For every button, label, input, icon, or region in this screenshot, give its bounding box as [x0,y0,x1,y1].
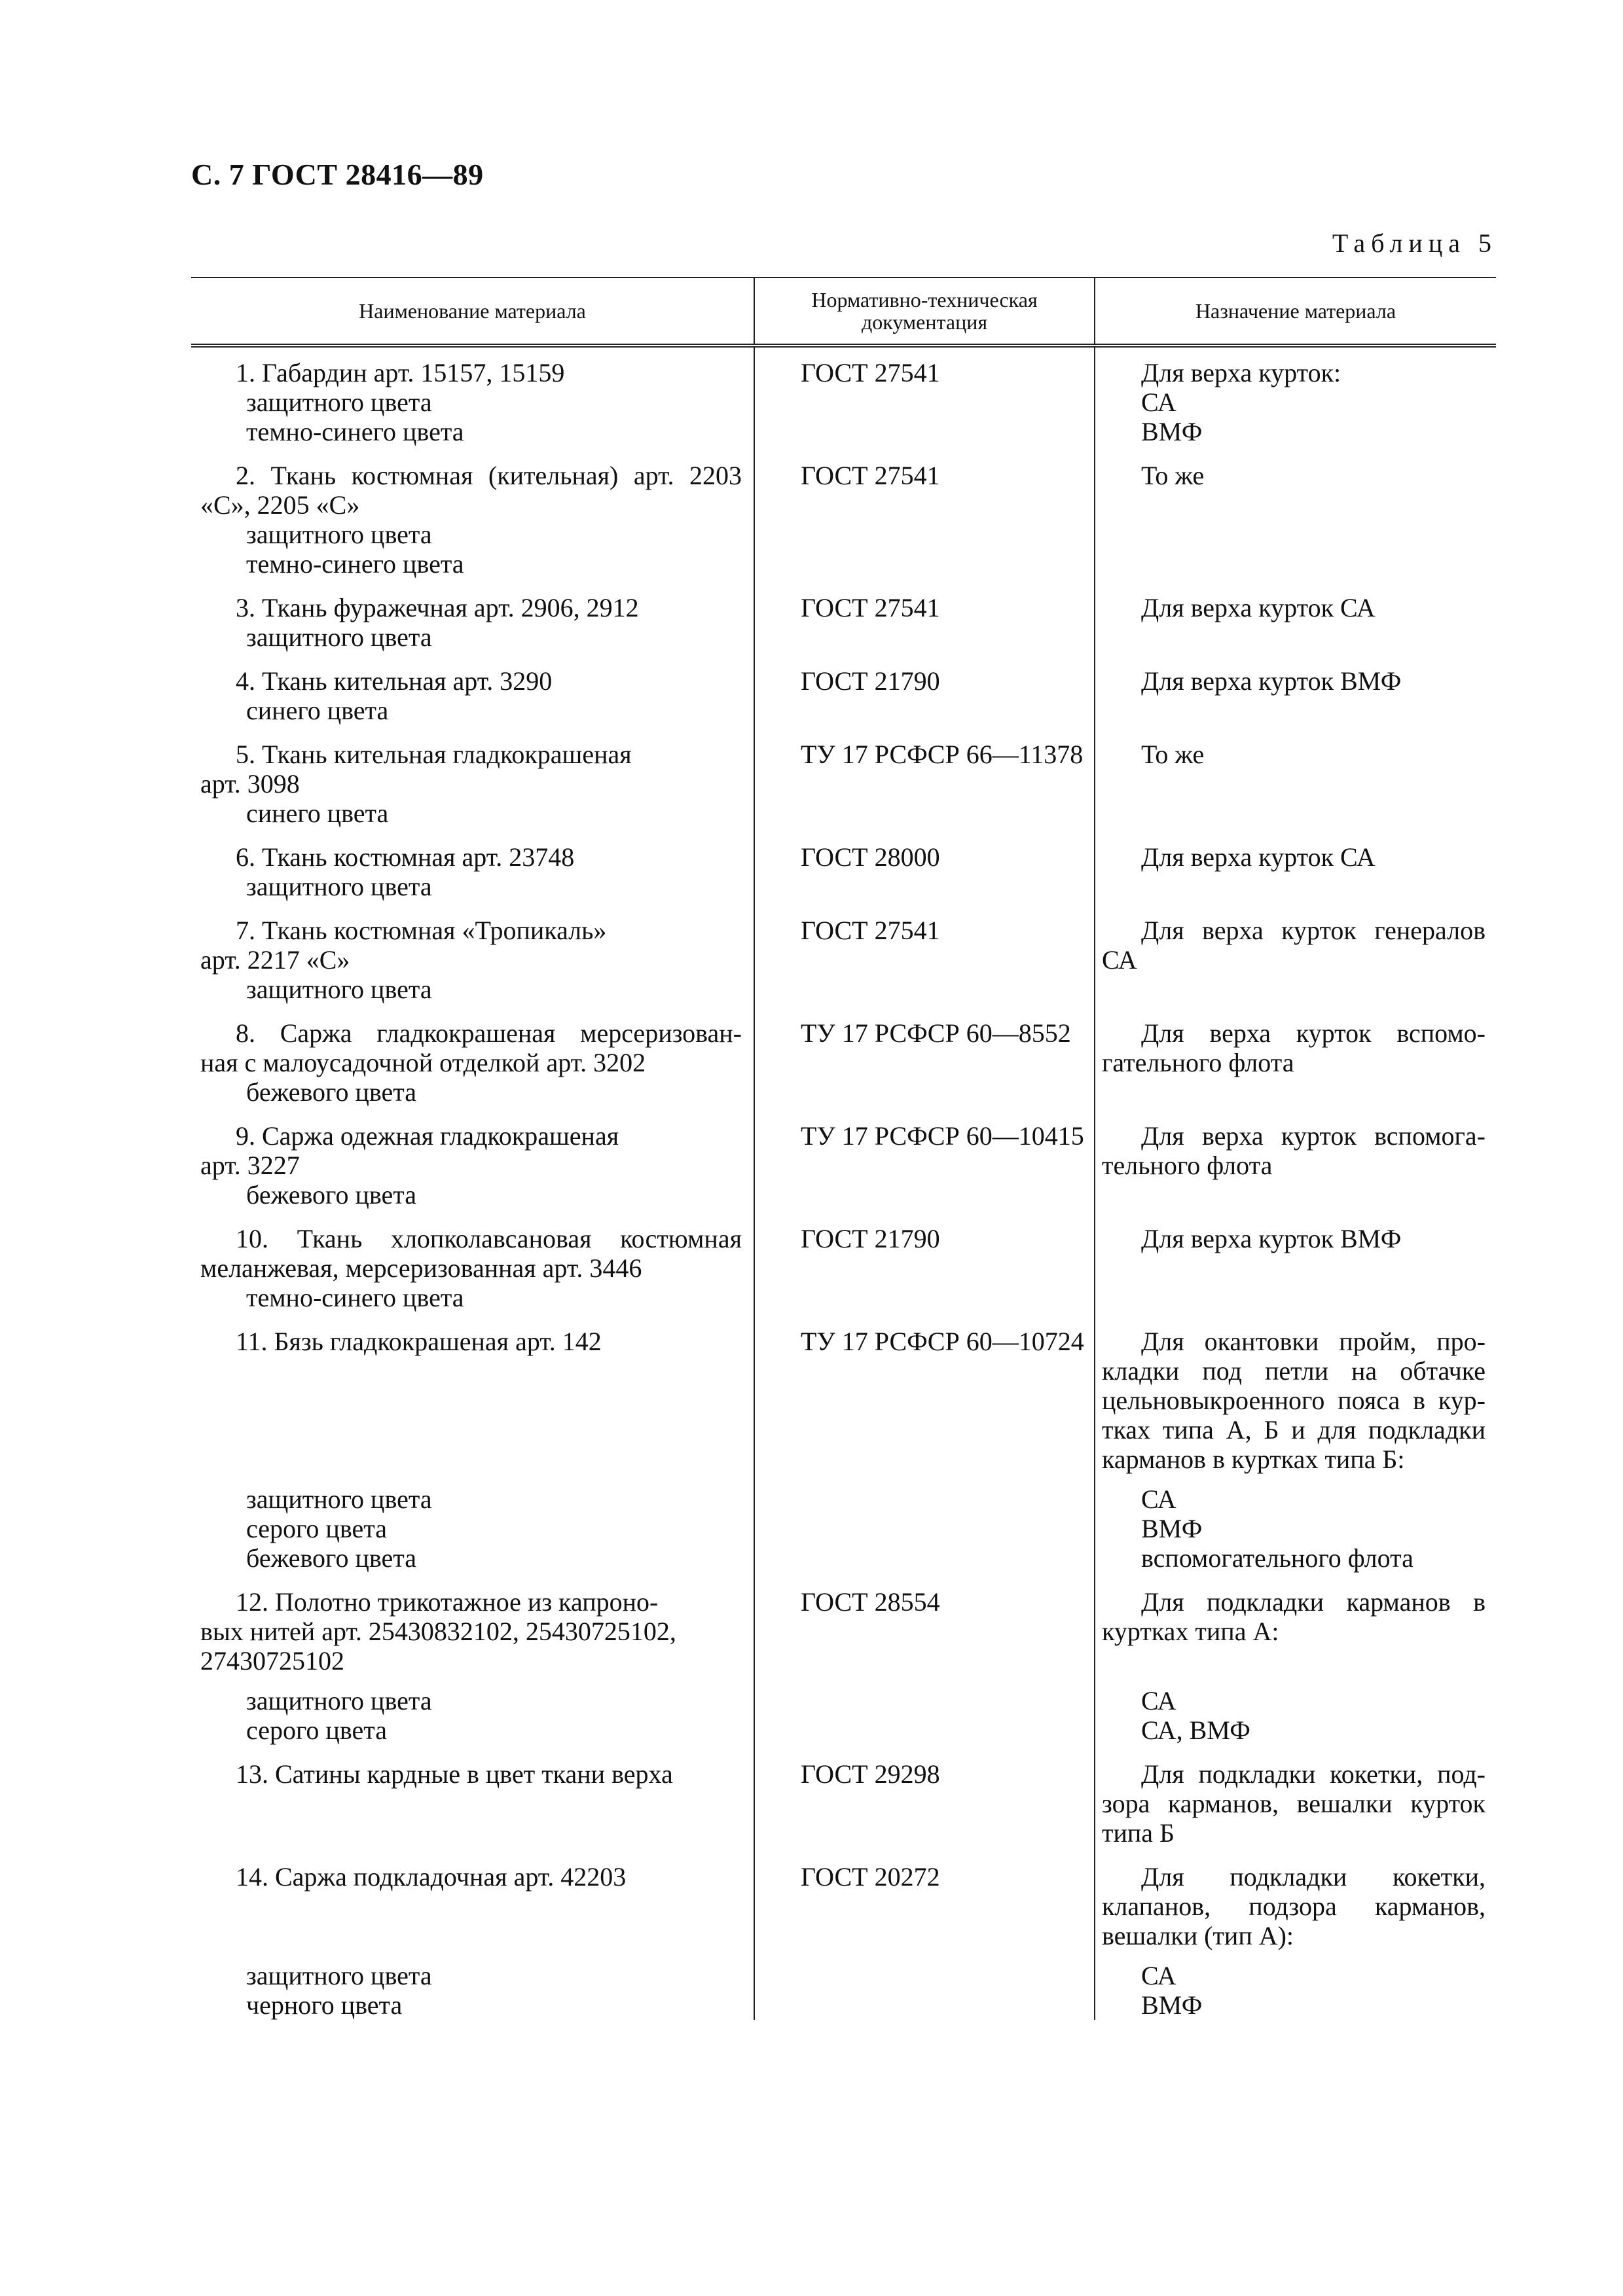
purpose-line: тках типа А, Б и для подкладки [1102,1415,1486,1444]
purpose-line: Для подкладки кокетки, [1141,1862,1486,1892]
doc-cell: ГОСТ 21790 [754,652,1095,725]
table-caption: Таблица 5 [1332,228,1497,258]
purpose-line: То же [1141,740,1205,769]
material-line: защитного цвета [246,1961,432,1990]
purpose-line: вспомогательного флота [1141,1543,1413,1573]
material-line: защитного цвета [246,1484,432,1514]
purpose-line: СА [1141,1686,1176,1715]
doc-cell: ГОСТ 20272 [754,1848,1095,1950]
material-line: 7. Ткань костюмная «Тропикаль» [236,916,607,945]
table-row [191,1573,1496,1676]
material-line: арт. 3098 [200,769,300,798]
purpose-line: Для верха курток СА [1141,593,1376,622]
doc-cell: ТУ 17 РСФСР 60—8552 [754,1004,1095,1107]
material-line: защитного цвета [246,872,432,901]
table-row [191,901,1496,1004]
material-line: серого цвета [246,1514,387,1543]
purpose-line: вешалки (тип А): [1102,1921,1294,1950]
purpose-line: СА [1141,1484,1176,1514]
material-line: 9. Саржа одежная гладкокрашеная [236,1121,619,1151]
material-line: 4. Ткань кительная арт. 3290 [236,666,553,696]
material-line: темно-синего цвета [246,417,464,446]
material-line: 11. Бязь гладкокрашеная арт. 142 [236,1327,602,1356]
material-line: защитного цвета [246,387,432,417]
purpose-line: клапанов, подзора карманов, [1102,1892,1486,1921]
purpose-cell [1095,1950,1496,2020]
material-line: «С», 2205 «С» [200,490,360,520]
purpose-cell [1095,652,1496,725]
purpose-line: Для верха курток генералов [1141,916,1486,945]
column-header-material: Наименование материала [191,278,754,346]
purpose-line: Для подкладки кокетки, под- [1141,1759,1486,1789]
doc-cell [754,1474,1095,1573]
purpose-line: карманов в куртках типа Б: [1102,1444,1405,1474]
table-row [191,446,1496,579]
material-line: синего цвета [246,798,389,828]
purpose-line: куртках типа А: [1102,1617,1279,1646]
material-line: темно-синего цвета [246,1283,464,1312]
material-cell [191,1107,754,1210]
page-header: С. 7 ГОСТ 28416—89 [191,158,484,191]
purpose-line: гательного флота [1102,1048,1294,1077]
table-subrow [191,1474,1496,1573]
material-line: 2. Ткань костюмная (кительная) арт. 2203 [236,461,742,490]
material-cell [191,1004,754,1107]
purpose-cell [1095,1676,1496,1745]
material-cell [191,1210,754,1312]
material-cell [191,828,754,901]
doc-cell: ТУ 17 РСФСР 66—11378 [754,725,1095,828]
material-line: 6. Ткань костюмная арт. 23748 [236,842,575,872]
material-line: темно-синего цвета [246,549,464,579]
table-subrow [191,1950,1496,2020]
doc-cell: ТУ 17 РСФСР 60—10415 [754,1107,1095,1210]
material-cell [191,579,754,652]
purpose-cell [1095,725,1496,828]
material-line: 3. Ткань фуражечная арт. 2906, 2912 [236,593,639,622]
materials-table [191,277,1496,2020]
purpose-cell [1095,446,1496,579]
material-cell [191,1573,754,1676]
purpose-line: Для верха курток СА [1141,842,1376,872]
purpose-line: кладки под петли на обтачке [1102,1356,1486,1386]
column-header-purpose: Назначение материала [1095,278,1496,346]
purpose-line: типа Б [1102,1818,1175,1848]
doc-cell: ТУ 17 РСФСР 60—10724 [754,1312,1095,1474]
table-row [191,1107,1496,1210]
purpose-line: тельного флота [1102,1151,1273,1180]
purpose-cell [1095,1004,1496,1107]
table-row [191,1004,1496,1107]
material-line: защитного цвета [246,1686,432,1715]
material-cell [191,1676,754,1745]
material-cell [191,1474,754,1573]
purpose-line: Для верха курток вспомо- [1141,1018,1486,1048]
material-cell [191,1848,754,1950]
purpose-cell [1095,901,1496,1004]
table-row [191,1745,1496,1848]
material-cell [191,346,754,446]
purpose-cell [1095,1312,1496,1474]
doc-cell: ГОСТ 27541 [754,579,1095,652]
doc-cell [754,1676,1095,1745]
material-line: 12. Полотно трикотажное из капроно- [236,1587,659,1617]
purpose-line: Для окантовки пройм, про- [1141,1327,1486,1356]
purpose-cell [1095,1210,1496,1312]
table-header-row [191,278,1496,346]
purpose-cell [1095,1848,1496,1950]
material-cell [191,652,754,725]
material-cell [191,1312,754,1474]
purpose-line: СА, ВМФ [1141,1715,1250,1745]
table-row [191,725,1496,828]
material-line: бежевого цвета [246,1543,416,1573]
column-header-documentation: Нормативно-техническая документация [754,278,1095,346]
doc-cell: ГОСТ 27541 [754,346,1095,446]
doc-cell: ГОСТ 21790 [754,1210,1095,1312]
purpose-line: СА [1102,945,1137,975]
purpose-line: ВМФ [1141,1990,1203,2020]
table-row [191,652,1496,725]
table-subrow [191,1676,1496,1745]
material-line: арт. 3227 [200,1151,300,1180]
purpose-line: ВМФ [1141,1514,1203,1543]
material-line: 27430725102 [200,1646,344,1676]
material-line: 5. Ткань кительная гладкокрашеная [236,740,632,769]
table-row [191,828,1496,901]
table-row [191,1848,1496,1950]
table-row [191,1312,1496,1474]
material-line: бежевого цвета [246,1077,416,1107]
material-line: защитного цвета [246,622,432,652]
purpose-line: цельновыкроенного пояса в кур- [1102,1386,1486,1415]
doc-cell: ГОСТ 29298 [754,1745,1095,1848]
doc-cell [754,1950,1095,2020]
material-line: синего цвета [246,696,389,725]
purpose-line: ВМФ [1141,417,1203,446]
purpose-line: Для верха курток: [1141,358,1341,387]
purpose-line: зора карманов, вешалки курток [1102,1789,1486,1818]
material-line: бежевого цвета [246,1180,416,1210]
purpose-line: Для подкладки карманов в [1141,1587,1486,1617]
purpose-cell [1095,1745,1496,1848]
material-line: 8. Саржа гладкокрашеная мерсеризован- [236,1018,742,1048]
material-cell [191,725,754,828]
material-line: вых нитей арт. 25430832102, 25430725102, [200,1617,676,1646]
purpose-cell [1095,1573,1496,1676]
material-cell [191,446,754,579]
table-row [191,579,1496,652]
material-line: меланжевая, мерсеризованная арт. 3446 [200,1253,642,1283]
material-line: ная с малоусадочной отделкой арт. 3202 [200,1048,646,1077]
purpose-line: Для верха курток ВМФ [1141,1224,1402,1253]
purpose-cell [1095,579,1496,652]
purpose-cell [1095,828,1496,901]
purpose-line: То же [1141,461,1205,490]
material-line: 1. Габардин арт. 15157, 15159 [236,358,565,387]
material-cell [191,1950,754,2020]
purpose-line: СА [1141,1961,1176,1990]
material-line: 10. Ткань хлопколавсановая костюмная [236,1224,742,1253]
purpose-cell [1095,346,1496,446]
material-line: серого цвета [246,1715,387,1745]
purpose-line: СА [1141,387,1176,417]
material-cell [191,901,754,1004]
material-line: защитного цвета [246,975,432,1004]
material-line: арт. 2217 «С» [200,945,350,975]
material-line: черного цвета [246,1990,403,2020]
doc-cell: ГОСТ 28000 [754,828,1095,901]
table-row [191,346,1496,446]
material-line: 13. Сатины кардные в цвет ткани верха [236,1759,673,1789]
doc-cell: ГОСТ 28554 [754,1573,1095,1676]
doc-cell: ГОСТ 27541 [754,901,1095,1004]
purpose-line: Для верха курток ВМФ [1141,666,1402,696]
material-line: 14. Саржа подкладочная арт. 42203 [236,1862,627,1892]
doc-cell: ГОСТ 27541 [754,446,1095,579]
purpose-cell [1095,1474,1496,1573]
purpose-cell [1095,1107,1496,1210]
purpose-line: Для верха курток вспомога- [1141,1121,1486,1151]
material-line: защитного цвета [246,520,432,549]
material-cell [191,1745,754,1848]
table-row [191,1210,1496,1312]
